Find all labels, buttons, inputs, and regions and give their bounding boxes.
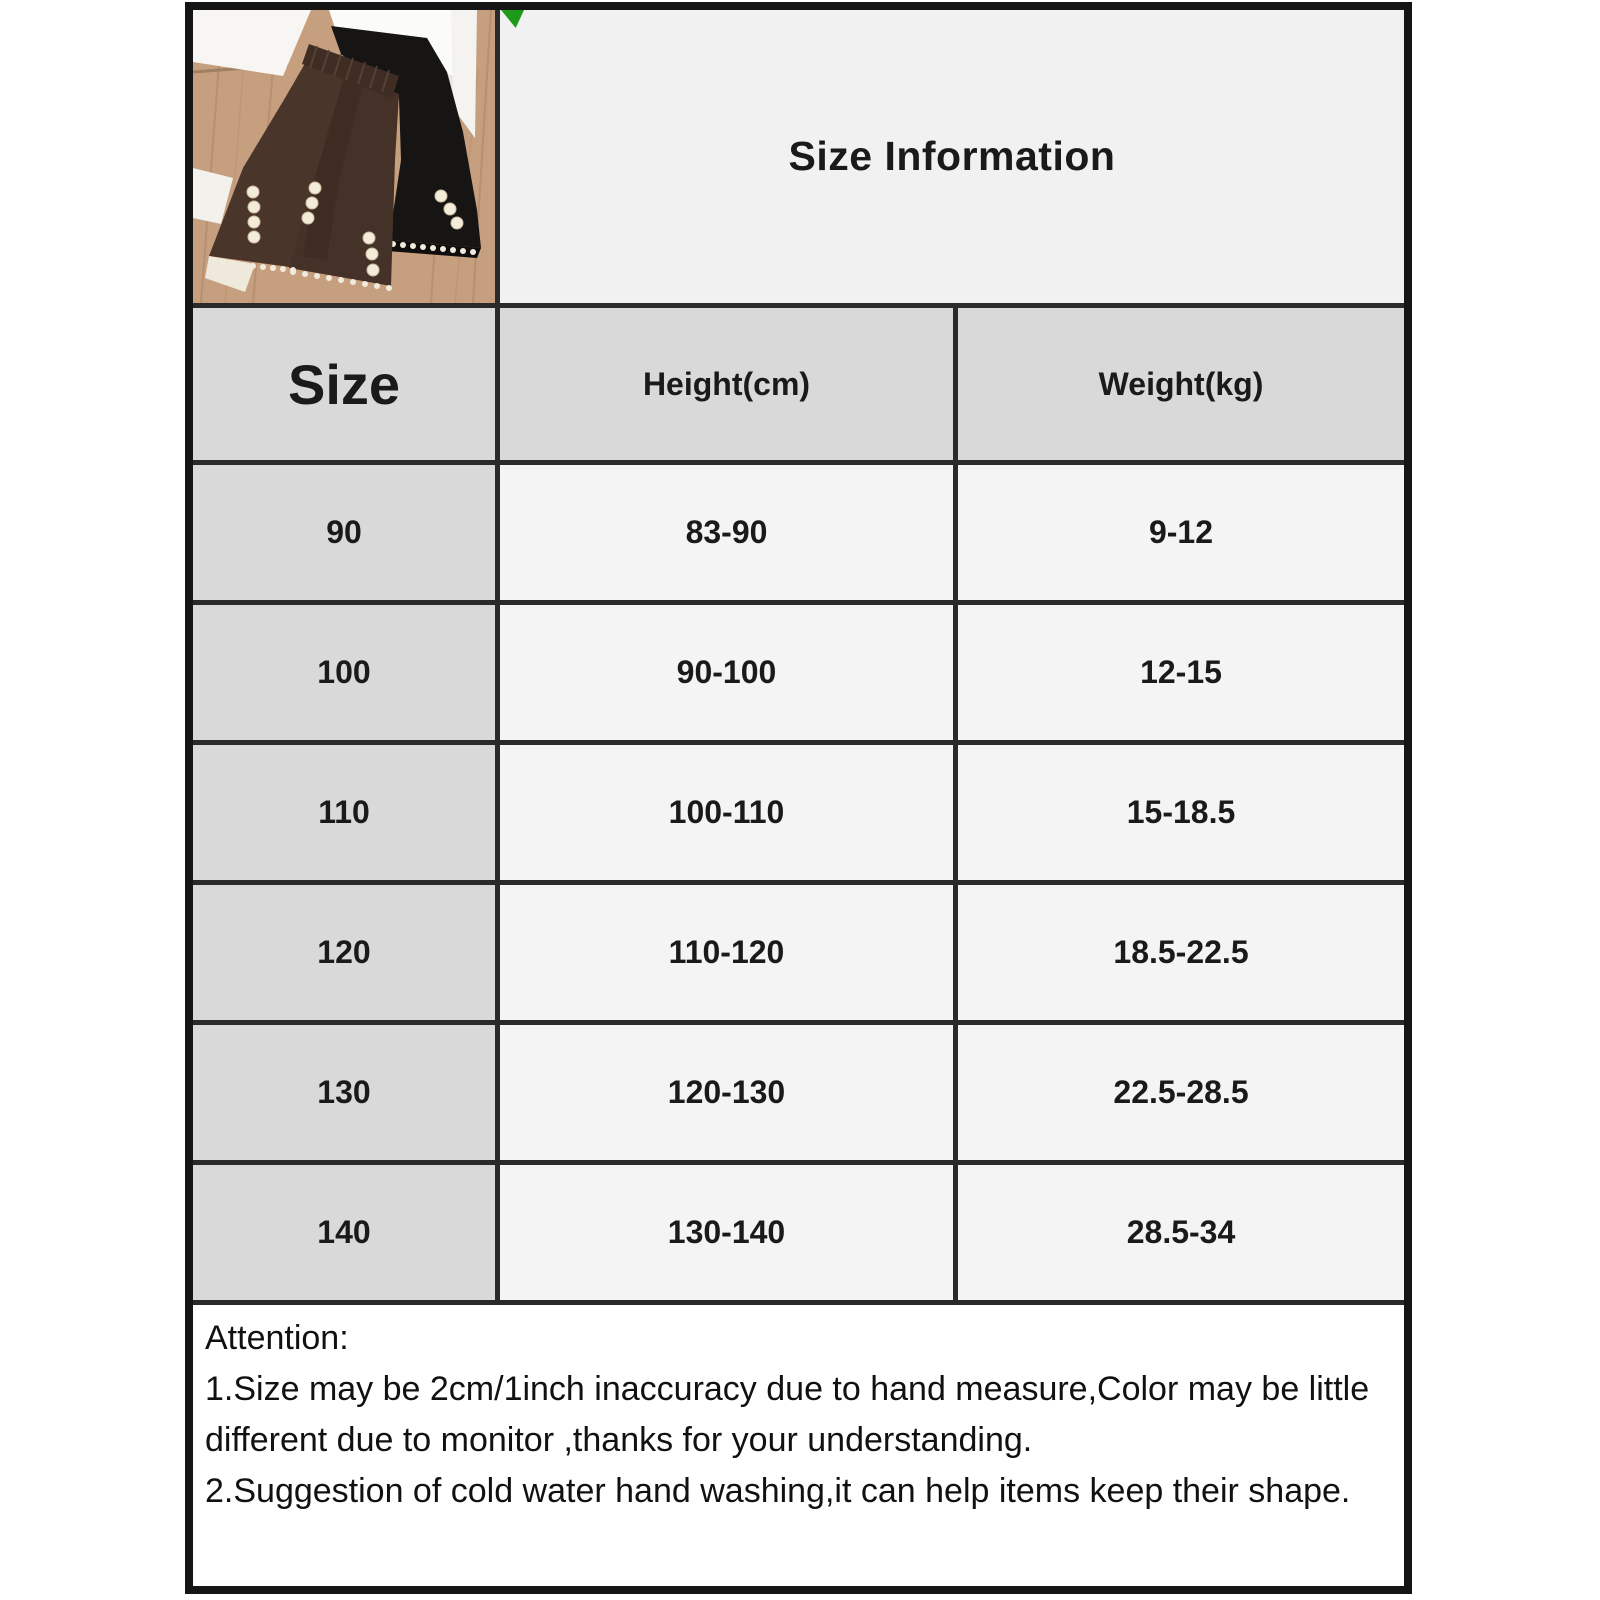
attention-heading: Attention: (205, 1319, 349, 1357)
attention-note (193, 1305, 1404, 1586)
table-cell-weight: 15-18.5 (958, 745, 1404, 885)
table-cell-height: 130-140 (500, 1165, 958, 1305)
table-cell-weight: 18.5-22.5 (958, 885, 1404, 1025)
table-row-size: 100 (193, 605, 500, 745)
title-cell (500, 10, 1404, 308)
product-photo (193, 10, 500, 308)
page-title: Size Information (788, 133, 1116, 179)
attention-line-3: 2.Suggestion of cold water hand washing,it can help items keep their shape. (205, 1472, 1351, 1510)
column-header-weight: Weight(kg) (958, 308, 1404, 465)
table-row-size: 140 (193, 1165, 500, 1305)
green-corner-marker-icon (498, 10, 524, 28)
table-cell-weight: 9-12 (958, 465, 1404, 605)
table-cell-height: 83-90 (500, 465, 958, 605)
attention-line-1: 1.Size may be 2cm/1inch inaccuracy due to hand measure,Color may be little (205, 1370, 1370, 1408)
table-cell-height: 100-110 (500, 745, 958, 885)
table-cell-weight: 28.5-34 (958, 1165, 1404, 1305)
table-cell-height: 90-100 (500, 605, 958, 745)
table-row-size: 110 (193, 745, 500, 885)
table-cell-height: 120-130 (500, 1025, 958, 1165)
table-cell-weight: 22.5-28.5 (958, 1025, 1404, 1165)
table-row-size: 130 (193, 1025, 500, 1165)
column-header-height: Height(cm) (500, 308, 958, 465)
size-chart-table (185, 2, 1412, 1594)
column-header-size: Size (193, 308, 500, 465)
table-cell-height: 110-120 (500, 885, 958, 1025)
table-row-size: 120 (193, 885, 500, 1025)
product-photo-illustration (193, 10, 495, 303)
attention-line-2: different due to monitor ,thanks for your understanding. (205, 1421, 1033, 1459)
table-cell-weight: 12-15 (958, 605, 1404, 745)
table-row-size: 90 (193, 465, 500, 605)
